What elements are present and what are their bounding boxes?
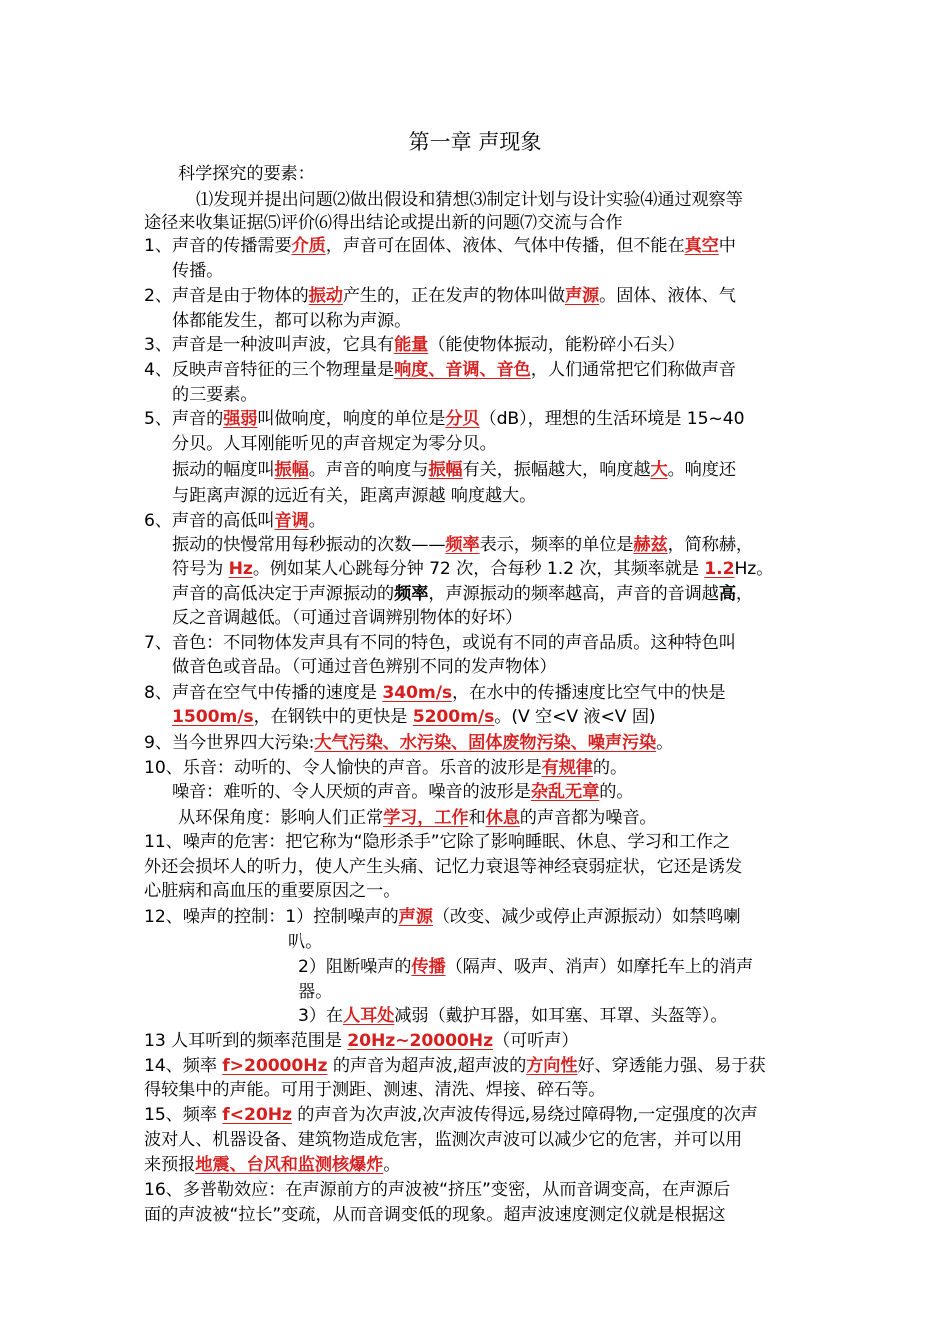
text-line — [196, 188, 743, 213]
text-segment: ，在水中的传播速度比空气中的快是 — [452, 683, 726, 703]
text-segment: 振动的快慢常用每秒振动的次数—— — [172, 535, 446, 555]
text-segment: 表示，频率的单位是 — [479, 535, 634, 555]
text-line — [144, 284, 736, 309]
text-segment: 11、噪声的危害：把它称为“隐形杀手”它除了影响睡眠、休息、学习和工作之 — [144, 832, 731, 852]
key-term: 传播 — [411, 957, 446, 977]
text-segment: 器。 — [298, 982, 333, 1002]
text-segment: 的。 — [599, 782, 634, 802]
key-term: 地震、台风和监测核爆炸 — [195, 1155, 384, 1175]
text-segment: 。固体、液体、气 — [599, 286, 736, 306]
key-term: 声源 — [564, 286, 600, 306]
key-term: f>20000Hz — [222, 1056, 328, 1076]
text-segment: ，在钢铁中的更快是 — [253, 707, 413, 727]
text-segment: （可听声） — [492, 1031, 579, 1051]
text-segment: 2、声音是由于物体的 — [144, 286, 309, 306]
text-segment: 噪音：难听的、令人厌烦的声音。噪音的波形是 — [172, 782, 531, 802]
text-segment: 15、频率 — [144, 1105, 223, 1125]
bold-term: 高 — [718, 584, 736, 604]
text-segment: 10、乐音：动听的、令人愉快的声音。乐音的波形是 — [144, 758, 542, 778]
text-segment: 。 — [656, 733, 674, 753]
key-term: f<20Hz — [222, 1105, 292, 1125]
text-segment: 产生的，正在发声的物体叫做 — [342, 286, 565, 306]
text-line — [144, 1078, 605, 1103]
key-term: 学习，工作 — [383, 808, 469, 828]
text-segment: 科学探究的要素： — [178, 164, 315, 184]
text-segment: 从环保角度：影响人们正常 — [178, 808, 384, 828]
key-term: 振幅 — [428, 460, 463, 480]
text-line — [172, 780, 633, 805]
text-segment: 波对人、机器设备、建筑物造成危害，监测次声波可以减少它的危害，并可以用 — [144, 1130, 743, 1150]
text-segment: 9、当今世界四大污染: — [144, 733, 315, 753]
text-segment: 12、噪声的控制：1）控制噪声的 — [144, 907, 399, 927]
text-line — [144, 333, 685, 358]
text-line — [144, 905, 740, 930]
text-segment: 有关，振幅越大，响度越 — [462, 460, 651, 480]
text-line — [144, 681, 725, 706]
text-segment: 2）阻断噪声的 — [298, 957, 412, 977]
text-segment: 。例如某人心跳每分钟 72 次，合每秒 1.2 次，其频率就是 — [252, 559, 705, 579]
text-segment: 1、声音的传播需要 — [144, 236, 292, 256]
text-segment: （能使物体振动，能粉碎小石头） — [428, 335, 685, 355]
text-segment: ⑴发现并提出问题⑵做出假设和猜想⑶制定计划与设计实验⑷通过观察等 — [196, 190, 743, 210]
text-segment: 中 — [718, 236, 736, 256]
text-line — [288, 930, 322, 955]
text-line — [144, 756, 627, 781]
key-term: 音调 — [274, 511, 309, 531]
text-segment: 面的声波被“拉长”变疏，从而音调变低的现象。超声波速度测定仪就是根据这 — [144, 1205, 726, 1225]
text-line — [144, 1029, 578, 1054]
key-term: 有规律 — [541, 758, 593, 778]
text-line — [144, 855, 742, 880]
text-segment: 3）在 — [298, 1006, 344, 1026]
text-segment: 与距离声源的远近有关，距离声源越 响度越大。 — [172, 486, 537, 506]
text-segment: 。声音的响度与 — [308, 460, 429, 480]
text-line — [172, 259, 223, 284]
text-line — [172, 705, 656, 730]
key-term: 1500m/s — [172, 707, 254, 727]
text-segment: 4、反映声音特征的三个物理量是 — [144, 360, 395, 380]
text-line — [144, 1178, 730, 1203]
text-segment: （隔声、吸声、消声）如摩托车上的消声 — [445, 957, 754, 977]
text-segment: ，简称赫， — [667, 535, 754, 555]
text-segment: 振动的幅度叫 — [172, 460, 275, 480]
text-line — [172, 458, 736, 483]
text-segment: 的声音为超声波,超声波的 — [327, 1056, 527, 1076]
text-line — [172, 309, 411, 334]
text-line — [144, 407, 744, 432]
text-line — [144, 879, 400, 904]
text-segment: ，声源振动的频率越高，声音的音调越 — [428, 584, 719, 604]
text-segment: 的三要素。 — [172, 385, 258, 405]
text-line — [144, 731, 673, 756]
text-segment: 。响度还 — [667, 460, 736, 480]
text-segment: 好、穿透能力强、易于获 — [577, 1056, 766, 1076]
key-term: 介质 — [291, 236, 326, 256]
text-line — [144, 1054, 765, 1079]
key-term: 赫兹 — [633, 535, 668, 555]
text-segment: 6、声音的高低叫 — [144, 511, 275, 531]
key-term: 能量 — [394, 335, 429, 355]
text-segment: 传播。 — [172, 261, 224, 281]
text-segment: 做音色或音品。（可通过音色辨别不同的发声物体） — [172, 657, 557, 677]
text-segment: 的。 — [592, 758, 628, 778]
text-segment: 。 — [308, 511, 326, 531]
text-line — [172, 484, 536, 509]
text-segment: （dB），理想的生活环境是 15~40 — [479, 409, 745, 429]
text-line — [178, 806, 657, 831]
text-segment: 叫做响度，响度的单位是 — [257, 409, 446, 429]
text-segment: 反之音调越低。（可通过音调辨别物体的好坏） — [172, 608, 523, 628]
key-term: 分贝 — [445, 409, 480, 429]
text-segment: 来预报 — [144, 1155, 196, 1175]
text-segment: 途径来收集证据⑸评价⑹得出结论或提出新的问题⑺交流与合作 — [144, 213, 623, 233]
text-line — [178, 162, 315, 187]
text-segment: 减弱（戴护耳器，如耳塞、耳罩、头盔等）。 — [394, 1006, 728, 1026]
text-segment: 14、频率 — [144, 1056, 223, 1076]
text-segment: （改变、减少或停止声源振动）如禁鸣喇 — [432, 907, 741, 927]
text-line — [144, 1153, 400, 1178]
text-segment: 分贝。人耳刚能听见的声音规定为零分贝。 — [172, 434, 497, 454]
key-term: 340m/s — [382, 683, 453, 703]
key-term: 真空 — [684, 236, 719, 256]
text-segment: 的声音为次声波,次声波传得远,易绕过障碍物,一定强度的次声 — [291, 1105, 758, 1125]
key-term: 20Hz~20000Hz — [347, 1031, 493, 1051]
text-segment: 3、声音是一种波叫声波，它具有 — [144, 335, 395, 355]
key-term: 杂乱无章 — [530, 782, 600, 802]
text-segment: ，人们通常把它们称做声音 — [530, 360, 736, 380]
text-segment: ， — [735, 584, 754, 604]
text-segment: 16、多普勒效应：在声源前方的声波被“挤压”变密，从而音调变高，在声源后 — [144, 1180, 731, 1200]
bold-term: 频率 — [394, 584, 429, 604]
text-segment: 的声音都为噪音。 — [519, 808, 657, 828]
text-segment: 符号为 — [172, 559, 229, 579]
text-line — [144, 830, 730, 855]
text-line — [172, 533, 753, 558]
key-term: 响度、音调、音色 — [394, 360, 531, 380]
text-segment: 和 — [468, 808, 486, 828]
key-term: 声源 — [398, 907, 433, 927]
text-line — [144, 1103, 758, 1128]
text-segment: 体都能发生，都可以称为声源。 — [172, 311, 412, 331]
text-segment: 心脏病和高血压的重要原因之一。 — [144, 881, 401, 901]
text-line — [298, 1004, 727, 1029]
key-term: 频率 — [445, 535, 480, 555]
key-term: 人耳处 — [343, 1006, 395, 1026]
text-segment: 叭。 — [288, 932, 323, 952]
text-line — [172, 582, 753, 607]
text-line — [144, 358, 736, 383]
key-term: 5200m/s — [412, 707, 495, 727]
text-line — [172, 606, 522, 631]
text-segment: 。(V 空<V 液<V 固) — [494, 707, 656, 727]
text-segment: Hz。 — [734, 559, 774, 579]
text-line — [144, 1128, 742, 1153]
key-term: 大气污染、水污染、固体废物污染、噪声污染 — [314, 733, 657, 753]
text-segment: 8、声音在空气中传播的速度是 — [144, 683, 383, 703]
text-segment: 7、音色：不同物体发声具有不同的特色，或说有不同的声音品质。这种特色叫 — [144, 633, 736, 653]
chapter-title: 第一章 声现象 — [408, 130, 542, 154]
key-term: 1.2 — [704, 559, 735, 579]
text-segment: 13 人耳听到的频率范围是 — [144, 1031, 348, 1051]
text-segment: 外还会损坏人的听力，使人产生头痛、记忆力衰退等神经衰弱症状，它还是诱发 — [144, 857, 743, 877]
text-line — [172, 432, 497, 457]
text-line — [298, 980, 332, 1005]
key-term: 大 — [650, 460, 668, 480]
text-line — [172, 655, 556, 680]
text-segment: 得较集中的声能。可用于测距、测速、清洗、焊接、碎石等。 — [144, 1080, 606, 1100]
text-line — [172, 557, 773, 582]
text-line — [144, 631, 736, 656]
text-segment: 5、声音的 — [144, 409, 224, 429]
text-segment: ，声音可在固体、液体、气体中传播，但不能在 — [325, 236, 685, 256]
text-segment: 声音的高低决定于声源振动的 — [172, 584, 395, 604]
key-term: Hz — [228, 559, 253, 579]
text-line — [172, 383, 257, 408]
key-term: 休息 — [485, 808, 520, 828]
text-line — [144, 211, 622, 236]
key-term: 振幅 — [274, 460, 309, 480]
text-line — [144, 1203, 726, 1228]
key-term: 强弱 — [223, 409, 258, 429]
text-line — [144, 509, 326, 534]
text-line — [144, 234, 736, 259]
key-term: 方向性 — [526, 1056, 578, 1076]
text-segment: 。 — [383, 1155, 401, 1175]
key-term: 振动 — [308, 286, 343, 306]
text-line — [298, 955, 753, 980]
